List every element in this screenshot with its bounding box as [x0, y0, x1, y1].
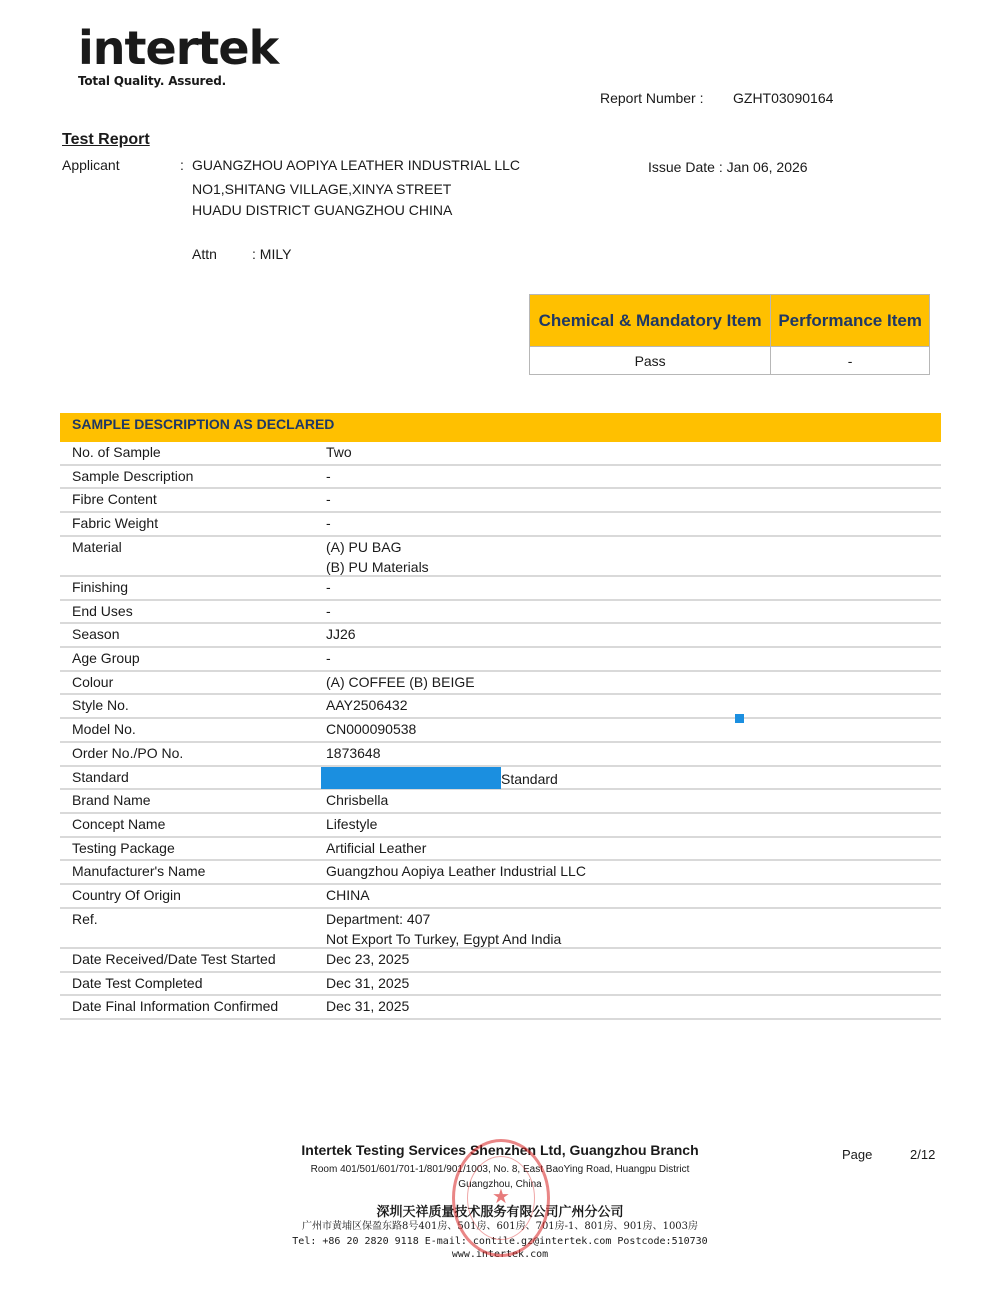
- row-value: Chrisbella: [326, 792, 389, 809]
- table-row: [60, 672, 941, 696]
- row-value: -: [326, 602, 331, 619]
- report-number-value: GZHT03090164: [733, 90, 834, 106]
- row-key: End Uses: [72, 602, 133, 619]
- footer-company: Intertek Testing Services Shenzhen Ltd, Guangzhou Branch: [301, 1142, 699, 1158]
- table-row: [60, 719, 941, 743]
- applicant-label: Applicant: [62, 157, 120, 173]
- blue-marker: [735, 714, 744, 723]
- row-key: Finishing: [72, 579, 129, 596]
- footer-contact: Tel: +86 20 2820 9118 E-mail: contile.gz@intertek.com Postcode:510730: [292, 1236, 708, 1247]
- row-key: Colour: [72, 673, 114, 690]
- row-value: -: [326, 491, 331, 508]
- table-row: [60, 648, 941, 672]
- row-value: Lifestyle: [326, 815, 378, 832]
- row-key: Material: [72, 538, 122, 555]
- row-value: -: [326, 650, 331, 667]
- row-value: CHINA: [326, 886, 370, 903]
- row-key: Standard: [72, 768, 129, 785]
- table-row: [60, 885, 941, 909]
- issue-date: [648, 159, 808, 175]
- row-key: Date Test Completed: [72, 974, 203, 991]
- table-row: [60, 973, 941, 997]
- table-row: [60, 489, 941, 513]
- row-key: Age Group: [72, 650, 140, 667]
- table-row: [60, 695, 941, 719]
- row-key: Date Received/Date Test Started: [72, 950, 276, 967]
- row-value: [326, 537, 941, 575]
- chemical-item-header: Chemical & Mandatory Item: [530, 295, 771, 347]
- attn: [192, 246, 291, 262]
- table-row: [60, 577, 941, 601]
- chemical-item-result: Pass: [530, 347, 771, 375]
- row-key: Order No./PO No.: [72, 744, 184, 761]
- row-key: Season: [72, 626, 120, 643]
- intertek-logo: [78, 21, 279, 88]
- issue-date-label: Issue Date :: [648, 159, 723, 175]
- table-row: [60, 601, 941, 625]
- row-key: Fibre Content: [72, 491, 157, 508]
- table-row: [60, 767, 941, 791]
- footer-website: www.intertek.com: [451, 1249, 549, 1260]
- table-row: [60, 861, 941, 885]
- row-value: JJ26: [326, 626, 356, 643]
- row-value-line1: Department: 407: [326, 910, 431, 927]
- row-key: Model No.: [72, 721, 136, 738]
- applicant-address-line1: NO1,SHITANG VILLAGE,XINYA STREET: [192, 181, 452, 197]
- table-row: [60, 624, 941, 648]
- row-key: Concept Name: [72, 815, 166, 832]
- performance-item-header: Performance Item: [771, 295, 930, 347]
- table-row: [60, 909, 941, 949]
- row-value: CN000090538: [326, 721, 417, 738]
- table-row: [60, 743, 941, 767]
- row-value: -: [326, 467, 331, 484]
- report-number-label: Report Number :: [600, 90, 704, 106]
- row-value: (A) COFFEE (B) BEIGE: [326, 673, 475, 690]
- table-row: [60, 996, 941, 1020]
- logo-wordmark: intertek: [78, 21, 279, 75]
- table-row: [60, 838, 941, 862]
- table-row: [60, 790, 941, 814]
- row-key: Ref.: [72, 910, 98, 927]
- report-number: [600, 90, 833, 106]
- page-label: Page: [842, 1147, 873, 1162]
- row-key: Fabric Weight: [72, 515, 159, 532]
- table-row: [60, 513, 941, 537]
- applicant-colon: :: [180, 157, 184, 173]
- footer-address-cn: 广州市黄埔区保盈东路8号401房、501房、601房、701房-1、801房、901房、1003房: [301, 1221, 699, 1232]
- row-value: [326, 767, 941, 789]
- applicant-address-line2: HUADU DISTRICT GUANGZHOU CHINA: [192, 202, 453, 218]
- row-key: Brand Name: [72, 792, 151, 809]
- row-value-text: Standard: [501, 770, 558, 787]
- row-key: Testing Package: [72, 839, 175, 856]
- row-value: -: [326, 579, 331, 596]
- row-value-line2: Not Export To Turkey, Egypt And India: [326, 930, 562, 947]
- seal-star-icon: ★: [492, 1186, 510, 1208]
- table-row: [60, 814, 941, 838]
- row-value-line2: (B) PU Materials: [326, 558, 429, 575]
- row-value: Guangzhou Aopiya Leather Industrial LLC: [326, 863, 586, 880]
- row-key: Sample Description: [72, 467, 194, 484]
- applicant-name: GUANGZHOU AOPIYA LEATHER INDUSTRIAL LLC: [192, 157, 521, 173]
- row-value: Two: [326, 444, 352, 460]
- performance-item-result: -: [771, 347, 930, 375]
- row-value: Dec 23, 2025: [326, 950, 410, 967]
- footer-address-line2: Guangzhou, China: [458, 1179, 542, 1190]
- redaction-box: [321, 767, 501, 789]
- row-value: [326, 909, 941, 947]
- footer-company-cn: 深圳天祥质量技术服务有限公司广州分公司: [376, 1205, 624, 1220]
- attn-label: Attn: [192, 246, 217, 262]
- issue-date-value: Jan 06, 2026: [726, 159, 808, 175]
- row-key: Country Of Origin: [72, 886, 181, 903]
- row-value: Dec 31, 2025: [326, 974, 410, 991]
- table-row: [60, 466, 941, 490]
- row-value: AAY2506432: [326, 697, 408, 714]
- table-row: [60, 442, 941, 466]
- row-key: Date Final Information Confirmed: [72, 998, 279, 1015]
- row-value: 1873648: [326, 744, 381, 761]
- table-row: [60, 537, 941, 577]
- row-value: Artificial Leather: [326, 839, 427, 856]
- row-value: Dec 31, 2025: [326, 998, 410, 1015]
- row-value-line1: (A) PU BAG: [326, 538, 402, 555]
- page-title: Test Report: [62, 131, 150, 148]
- row-key: Manufacturer's Name: [72, 863, 206, 880]
- attn-value: : MILY: [252, 246, 292, 262]
- footer-address-line1: Room 401/501/601/701-1/801/901/1003, No. 8, East BaoYing Road, Huangpu District: [310, 1164, 690, 1175]
- row-value: -: [326, 515, 331, 532]
- result-summary-table: [529, 294, 930, 375]
- sample-description-header: SAMPLE DESCRIPTION AS DECLARED: [60, 413, 941, 442]
- sample-description-table: [60, 442, 941, 1020]
- table-row: [60, 949, 941, 973]
- row-key: Style No.: [72, 697, 129, 714]
- company-seal-stamp: [452, 1139, 550, 1257]
- page-number: 2/12: [910, 1147, 936, 1162]
- row-key: No. of Sample: [72, 444, 161, 460]
- logo-tagline: Total Quality. Assured.: [78, 74, 226, 88]
